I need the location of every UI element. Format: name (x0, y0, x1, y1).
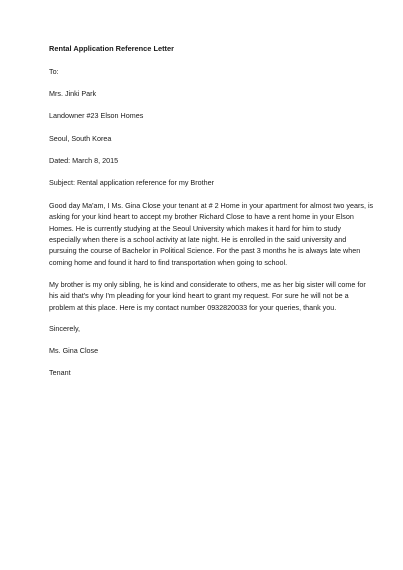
signer-role: Tenant (49, 368, 71, 378)
paragraph-line: his aid that's why I'm pleading for your kind heart to grant my request. For sure he will not be a (49, 291, 349, 301)
paragraph-line: asking for your kind heart to accept my brother Richard Close to have a rent home in your Elson (49, 212, 354, 222)
signer-name: Ms. Gina Close (49, 345, 99, 355)
letter-date: Dated: March 8, 2015 (49, 155, 119, 165)
paragraph-line: especially when there is a school activity at late night. He is enrolled in the said university and (49, 235, 347, 245)
recipient-title: Landowner #23 Elson Homes (49, 111, 144, 121)
paragraph-line: coming home and found it hard to find transportation when going to school. (49, 257, 288, 267)
letter-title: Rental Application Reference Letter (49, 44, 174, 53)
paragraph-line: Good day Ma'am, I Ms. Gina Close your tenant at # 2 Home in your apartment for almost two years, is (49, 201, 374, 211)
paragraph-line: My brother is my only sibling, he is kind and considerate to others, me as her big sister will come for (49, 279, 366, 289)
paragraph-line: pursuing the course of Bachelor in Political Science. For the past 3 months he is always late when (49, 246, 361, 256)
letter-subject: Subject: Rental application reference for my Brother (49, 177, 214, 187)
recipient-location: Seoul, South Korea (49, 133, 112, 143)
paragraph-line: problem at this place. Here is my contact number 0932820033 for your queries, thank you. (49, 302, 337, 312)
to-label: To: (49, 67, 59, 76)
paragraph-line: Homes. He is currently studying at the Seoul University which makes it hard for him to study (49, 223, 342, 233)
letter-body (49, 44, 374, 390)
paragraph-2 (49, 279, 366, 313)
recipient-name: Mrs. Jinki Park (49, 89, 97, 99)
paragraph-1 (49, 200, 374, 268)
closing: Sincerely, (49, 323, 81, 333)
